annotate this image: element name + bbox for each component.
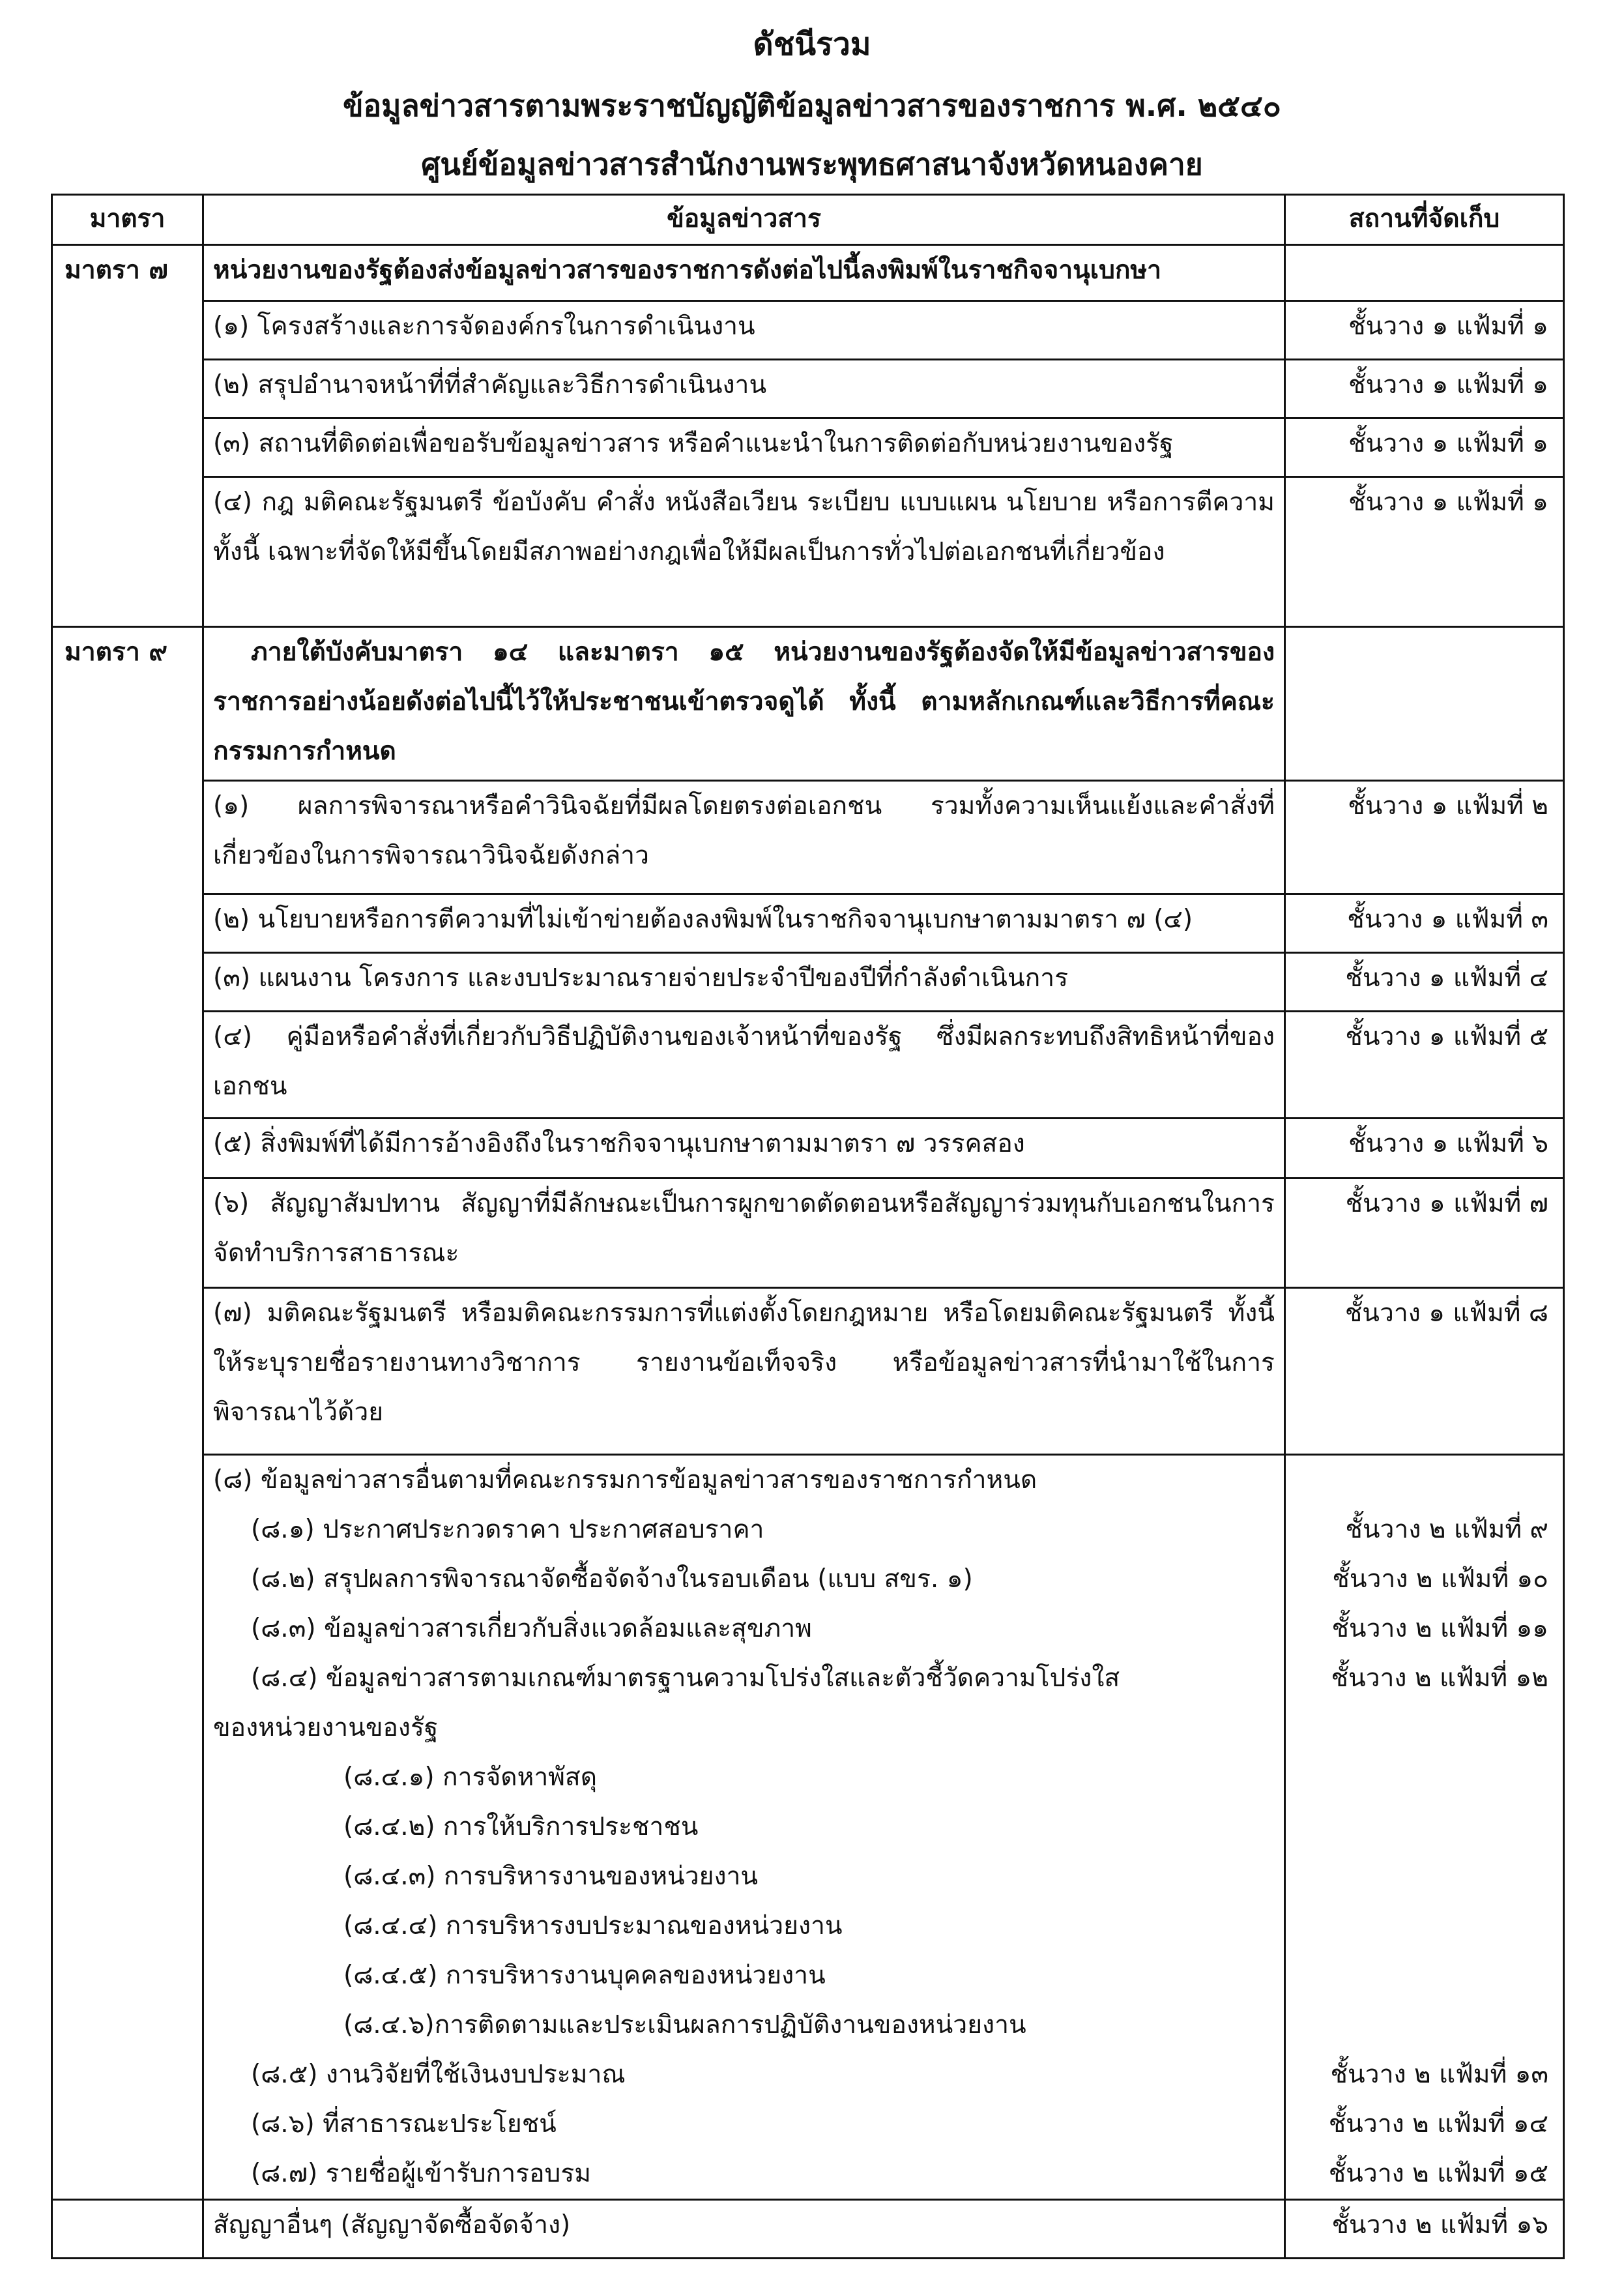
table-row	[52, 477, 1564, 627]
info-cell: (๑) ผลการพิจารณาหรือคำวินิจฉัยที่มีผลโดยตรงต่อเอกชน รวมทั้งความเห็นแย้งและคำสั่งที่เกี่ยวข้องในการพิจารณาวินิจฉัยดังกล่าว	[203, 781, 1285, 894]
table-row	[52, 245, 1564, 301]
info-cell: (๑) โครงสร้างและการจัดองค์กรในการดำเนินงาน	[203, 301, 1285, 360]
info-cell: (๗) มติคณะรัฐมนตรี หรือมติคณะกรรมการที่แต่งตั้งโดยกฎหมาย หรือโดยมติคณะรัฐมนตรี ทั้งนี้ ให้ระบุรายชื่อรายงานทางวิชาการ รายงานข้อเท็จจริง หรือข้อมูลข่าวสารที่นำมาใช้ในการพิจารณาไว้ด้วย	[203, 1288, 1285, 1455]
section-label: มาตรา ๙	[52, 627, 203, 2200]
location-cell: ชั้นวาง ๑ แฟ้มที่ ๑	[1285, 301, 1564, 360]
location-cell: ชั้นวาง ๑ แฟ้มที่ ๗	[1285, 1179, 1564, 1288]
sub-item: (๘.๗) รายชื่อผู้เข้ารับการอบรม	[251, 2159, 591, 2188]
table-row	[52, 2200, 1564, 2259]
section-heading: หน่วยงานของรัฐต้องส่งข้อมูลข่าวสารของราชการดังต่อไปนี้ลงพิมพ์ในราชกิจจานุเบกษา	[203, 245, 1285, 301]
info-cell: (๒) สรุปอำนาจหน้าที่ที่สำคัญและวิธีการดำเนินงาน	[203, 360, 1285, 418]
table-row	[52, 301, 1564, 360]
sub-sub-item: (๘.๔.๔) การบริหารงบประมาณของหน่วยงาน	[343, 1911, 843, 1940]
location-text: ชั้นวาง ๒ แฟ้มที่ ๙	[1345, 1515, 1548, 1544]
section-label	[52, 2200, 203, 2259]
info-cell	[203, 1455, 1285, 2200]
table-row	[52, 627, 1564, 781]
table-row	[52, 1455, 1564, 2200]
item-8-text: (๘) ข้อมูลข่าวสารอื่นตามที่คณะกรรมการข้อมูลข่าวสารของราชการกำหนด	[213, 1465, 1037, 1495]
location-cell: ชั้นวาง ๒ แฟ้มที่ ๑๖	[1285, 2200, 1564, 2259]
sub-item: (๘.๕) งานวิจัยที่ใช้เงินงบประมาณ	[251, 2060, 626, 2089]
sub-sub-item: (๘.๔.๓) การบริหารงานของหน่วยงาน	[343, 1862, 759, 1891]
location-cell	[1285, 1455, 1564, 2200]
sub-item: (๘.๒) สรุปผลการพิจารณาจัดซื้อจัดจ้างในรอบเดือน (แบบ สขร. ๑)	[251, 1564, 973, 1594]
sub-sub-item: (๘.๔.๒) การให้บริการประชาชน	[343, 1812, 699, 1841]
location-cell: ชั้นวาง ๑ แฟ้มที่ ๑	[1285, 477, 1564, 627]
table-row	[52, 360, 1564, 418]
location-cell: ชั้นวาง ๑ แฟ้มที่ ๕	[1285, 1012, 1564, 1119]
location-cell: ชั้นวาง ๑ แฟ้มที่ ๖	[1285, 1119, 1564, 1179]
index-table	[51, 194, 1565, 2259]
info-cell: (๒) นโยบายหรือการตีความที่ไม่เข้าข่ายต้องลงพิมพ์ในราชกิจจานุเบกษาตามมาตรา ๗ (๔)	[203, 894, 1285, 953]
location-text: ชั้นวาง ๒ แฟ้มที่ ๑๔	[1328, 2109, 1548, 2139]
sub-sub-item: (๘.๔.๕) การบริหารงานบุคคลของหน่วยงาน	[343, 1961, 826, 1990]
info-cell: (๔) คู่มือหรือคำสั่งที่เกี่ยวกับวิธีปฏิบัติงานของเจ้าหน้าที่ของรัฐ ซึ่งมีผลกระทบถึงสิทธิหน้าที่ของเอกชน	[203, 1012, 1285, 1119]
info-cell: สัญญาอื่นๆ (สัญญาจัดซื้อจัดจ้าง)	[203, 2200, 1285, 2259]
location-cell: ชั้นวาง ๑ แฟ้มที่ ๑	[1285, 360, 1564, 418]
location-cell: ชั้นวาง ๑ แฟ้มที่ ๔	[1285, 953, 1564, 1012]
table-row	[52, 953, 1564, 1012]
sub-item: (๘.๑) ประกาศประกวดราคา ประกาศสอบราคา	[251, 1515, 764, 1544]
table-row	[52, 894, 1564, 953]
organization-name: ศูนย์ข้อมูลข่าวสารสำนักงานพระพุทธศาสนาจังหวัดหนองคาย	[421, 147, 1203, 182]
section-heading: ภายใต้บังคับมาตรา ๑๔ และมาตรา ๑๕ หน่วยงานของรัฐต้องจัดให้มีข้อมูลข่าวสารของราชการอย่างน้อยดังต่อไปนี้ไว้ให้ประชาชนเข้าตรวจดูได้ ทั้งนี้ ตามหลักเกณฑ์และวิธีการที่คณะกรรมการกำหนด	[203, 627, 1285, 781]
location-cell: ชั้นวาง ๑ แฟ้มที่ ๓	[1285, 894, 1564, 953]
location-text: ชั้นวาง ๒ แฟ้มที่ ๑๑	[1331, 1614, 1548, 1643]
document-subtitle: ข้อมูลข่าวสารตามพระราชบัญญัติข้อมูลข่าวสารของราชการ พ.ศ. ๒๕๔๐	[343, 88, 1281, 123]
table-row	[52, 418, 1564, 477]
location-text: ชั้นวาง ๒ แฟ้มที่ ๑๕	[1328, 2159, 1548, 2188]
sub-item: (๘.๔) ข้อมูลข่าวสารตามเกณฑ์มาตรฐานความโปร่งใสและตัวชี้วัดความโปร่งใส	[251, 1663, 1120, 1693]
column-header-information: ข้อมูลข่าวสาร	[203, 195, 1285, 245]
table-row	[52, 1012, 1564, 1119]
location-cell: ชั้นวาง ๑ แฟ้มที่ ๒	[1285, 781, 1564, 894]
location-cell: ชั้นวาง ๑ แฟ้มที่ ๘	[1285, 1288, 1564, 1455]
info-cell: (๔) กฎ มติคณะรัฐมนตรี ข้อบังคับ คำสั่ง หนังสือเวียน ระเบียบ แบบแผน นโยบาย หรือการตีความ ทั้งนี้ เฉพาะที่จัดให้มีขึ้นโดยมีสภาพอย่างกฎเพื่อให้มีผลเป็นการทั่วไปต่อเอกชนที่เกี่ยวข้อง	[203, 477, 1285, 627]
info-cell: (๓) สถานที่ติดต่อเพื่อขอรับข้อมูลข่าวสาร หรือคำแนะนำในการติดต่อกับหน่วยงานของรัฐ	[203, 418, 1285, 477]
info-cell: (๕) สิ่งพิมพ์ที่ได้มีการอ้างอิงถึงในราชกิจจานุเบกษาตามมาตรา ๗ วรรคสอง	[203, 1119, 1285, 1179]
column-header-location: สถานที่จัดเก็บ	[1285, 195, 1564, 245]
info-cell: (๖) สัญญาสัมปทาน สัญญาที่มีลักษณะเป็นการผูกขาดตัดตอนหรือสัญญาร่วมทุนกับเอกชนในการจัดทำบริการสาธารณะ	[203, 1179, 1285, 1288]
location-text: ชั้นวาง ๒ แฟ้มที่ ๑๐	[1332, 1564, 1548, 1594]
location-cell	[1285, 245, 1564, 301]
sub-item: (๘.๓) ข้อมูลข่าวสารเกี่ยวกับสิ่งแวดล้อมและสุขภาพ	[251, 1614, 812, 1643]
table-row	[52, 1288, 1564, 1455]
section-label: มาตรา ๗	[52, 245, 203, 627]
sub-item-continuation: ของหน่วยงานของรัฐ	[213, 1713, 439, 1742]
sub-item: (๘.๖) ที่สาธารณะประโยชน์	[251, 2109, 557, 2139]
table-header-row	[52, 195, 1564, 245]
table-row	[52, 1179, 1564, 1288]
location-text: ชั้นวาง ๒ แฟ้มที่ ๑๒	[1331, 1663, 1548, 1693]
column-header-section: มาตรา	[52, 195, 203, 245]
location-text: ชั้นวาง ๒ แฟ้มที่ ๑๓	[1330, 2060, 1548, 2089]
sub-sub-item: (๘.๔.๖)การติดตามและประเมินผลการปฏิบัติงานของหน่วยงาน	[343, 2010, 1026, 2040]
location-cell	[1285, 627, 1564, 781]
sub-sub-item: (๘.๔.๑) การจัดหาพัสดุ	[343, 1763, 598, 1792]
table-row	[52, 1119, 1564, 1179]
location-cell: ชั้นวาง ๑ แฟ้มที่ ๑	[1285, 418, 1564, 477]
table-row	[52, 781, 1564, 894]
document-title: ดัชนีรวม	[753, 26, 871, 63]
info-cell: (๓) แผนงาน โครงการ และงบประมาณรายจ่ายประจำปีของปีที่กำลังดำเนินการ	[203, 953, 1285, 1012]
